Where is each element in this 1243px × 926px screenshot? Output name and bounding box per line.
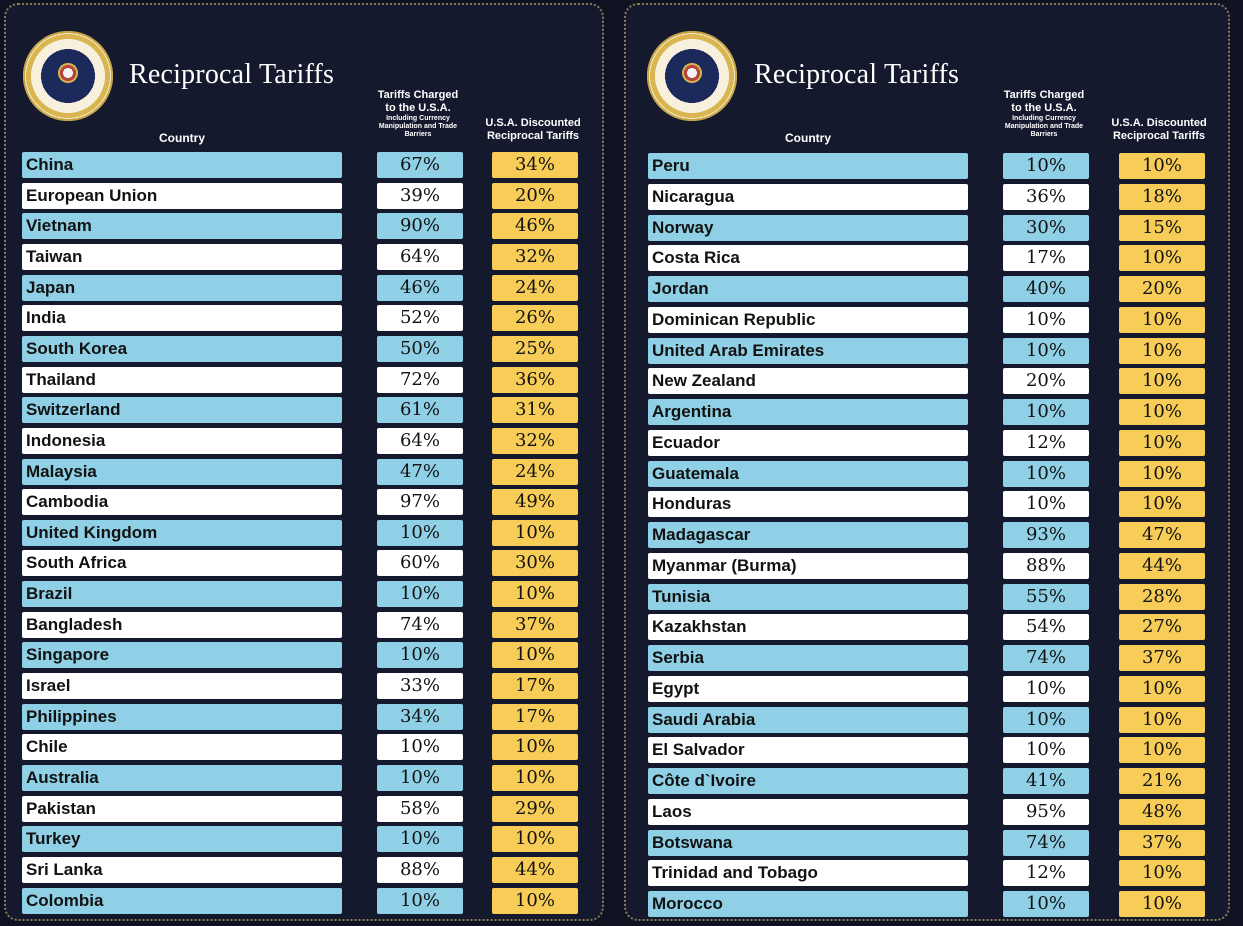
discounted-tariff-cell: 27%: [1119, 614, 1205, 640]
tariff-charged-cell: 95%: [1003, 799, 1089, 825]
table-row: [22, 581, 582, 607]
country-cell: Japan: [22, 275, 342, 301]
discounted-tariff-cell: 10%: [492, 734, 578, 760]
discounted-tariff-cell: 31%: [492, 397, 578, 423]
tariff-charged-cell: 74%: [1003, 830, 1089, 856]
discounted-tariff-cell: 26%: [492, 305, 578, 331]
tariff-charged-cell: 64%: [377, 428, 463, 454]
discounted-tariff-cell: 10%: [492, 581, 578, 607]
table-row: [22, 183, 582, 209]
country-cell: United Arab Emirates: [648, 338, 968, 364]
table-row: [648, 860, 1208, 886]
tariff-charged-cell: 34%: [377, 704, 463, 730]
page-title: Reciprocal Tariffs: [129, 59, 335, 90]
header-charged: [999, 89, 1089, 139]
discounted-tariff-cell: 37%: [1119, 645, 1205, 671]
tariff-charged-cell: 47%: [377, 459, 463, 485]
tariff-charged-cell: 50%: [377, 336, 463, 362]
country-cell: Dominican Republic: [648, 307, 968, 333]
country-cell: China: [22, 152, 342, 178]
country-cell: New Zealand: [648, 368, 968, 394]
tariff-charged-cell: 90%: [377, 213, 463, 239]
tariff-charged-cell: 12%: [1003, 860, 1089, 886]
eagle-icon: [677, 61, 707, 91]
country-cell: Nicaragua: [648, 184, 968, 210]
discounted-tariff-cell: 44%: [492, 857, 578, 883]
tariff-charged-cell: 41%: [1003, 768, 1089, 794]
table-row: [22, 888, 582, 914]
country-cell: Malaysia: [22, 459, 342, 485]
table-row: [648, 707, 1208, 733]
discounted-tariff-cell: 47%: [1119, 522, 1205, 548]
presidential-seal-icon: [23, 31, 113, 121]
tariff-charged-cell: 61%: [377, 397, 463, 423]
country-cell: Sri Lanka: [22, 857, 342, 883]
tariff-charged-cell: 36%: [1003, 184, 1089, 210]
discounted-tariff-cell: 37%: [492, 612, 578, 638]
tariff-charged-cell: 72%: [377, 367, 463, 393]
table-row: [22, 612, 582, 638]
discounted-tariff-cell: 34%: [492, 152, 578, 178]
table-row: [648, 491, 1208, 517]
discounted-tariff-cell: 21%: [1119, 768, 1205, 794]
discounted-tariff-cell: 10%: [1119, 245, 1205, 271]
country-cell: Australia: [22, 765, 342, 791]
tariff-charged-cell: 10%: [1003, 461, 1089, 487]
country-cell: Morocco: [648, 891, 968, 917]
country-cell: Serbia: [648, 645, 968, 671]
tariff-charged-cell: 40%: [1003, 276, 1089, 302]
discounted-tariff-cell: 32%: [492, 244, 578, 270]
discounted-tariff-cell: 36%: [492, 367, 578, 393]
country-cell: El Salvador: [648, 737, 968, 763]
table-row: [22, 244, 582, 270]
tariff-charged-cell: 39%: [377, 183, 463, 209]
tariff-charged-cell: 64%: [377, 244, 463, 270]
discounted-tariff-cell: 25%: [492, 336, 578, 362]
page-title: Reciprocal Tariffs: [754, 59, 960, 90]
table-row: [648, 676, 1208, 702]
presidential-seal-icon: [647, 31, 737, 121]
table-row: [22, 673, 582, 699]
tariff-charged-cell: 20%: [1003, 368, 1089, 394]
table-row: [648, 584, 1208, 610]
table-row: [22, 397, 582, 423]
eagle-icon: [53, 61, 83, 91]
discounted-tariff-cell: 10%: [492, 765, 578, 791]
header-country: Country: [785, 131, 831, 145]
discounted-tariff-cell: 28%: [1119, 584, 1205, 610]
table-row: [648, 645, 1208, 671]
country-cell: Myanmar (Burma): [648, 553, 968, 579]
table-row: [22, 642, 582, 668]
country-cell: Bangladesh: [22, 612, 342, 638]
header-discounted: U.S.A. Discounted Reciprocal Tariffs: [485, 117, 581, 142]
country-cell: Chile: [22, 734, 342, 760]
table-row: [648, 430, 1208, 456]
country-cell: Pakistan: [22, 796, 342, 822]
tariff-charged-cell: 10%: [1003, 399, 1089, 425]
country-cell: Turkey: [22, 826, 342, 852]
table-row: [22, 336, 582, 362]
right-panel: [624, 3, 1230, 921]
country-cell: European Union: [22, 183, 342, 209]
country-cell: Jordan: [648, 276, 968, 302]
discounted-tariff-cell: 49%: [492, 489, 578, 515]
tariff-charged-cell: 52%: [377, 305, 463, 331]
header-discounted: U.S.A. Discounted Reciprocal Tariffs: [1111, 117, 1207, 142]
country-cell: South Korea: [22, 336, 342, 362]
country-cell: Philippines: [22, 704, 342, 730]
table-row: [22, 796, 582, 822]
discounted-tariff-cell: 29%: [492, 796, 578, 822]
table-row: [22, 305, 582, 331]
discounted-tariff-cell: 48%: [1119, 799, 1205, 825]
country-cell: Kazakhstan: [648, 614, 968, 640]
country-cell: United Kingdom: [22, 520, 342, 546]
tariff-charged-cell: 88%: [377, 857, 463, 883]
discounted-tariff-cell: 10%: [1119, 676, 1205, 702]
country-cell: Ecuador: [648, 430, 968, 456]
country-cell: Madagascar: [648, 522, 968, 548]
country-cell: Saudi Arabia: [648, 707, 968, 733]
table-row: [648, 215, 1208, 241]
discounted-tariff-cell: 10%: [1119, 368, 1205, 394]
table-row: [648, 153, 1208, 179]
header-country: Country: [159, 131, 205, 145]
tariff-charged-cell: 46%: [377, 275, 463, 301]
tariff-charged-cell: 58%: [377, 796, 463, 822]
table-row: [22, 826, 582, 852]
discounted-tariff-cell: 24%: [492, 459, 578, 485]
tariff-charged-cell: 10%: [377, 642, 463, 668]
discounted-tariff-cell: 10%: [1119, 461, 1205, 487]
country-cell: Vietnam: [22, 213, 342, 239]
country-cell: Cambodia: [22, 489, 342, 515]
country-cell: Taiwan: [22, 244, 342, 270]
country-cell: Singapore: [22, 642, 342, 668]
tariff-charged-cell: 12%: [1003, 430, 1089, 456]
discounted-tariff-cell: 10%: [1119, 307, 1205, 333]
tariff-charged-cell: 97%: [377, 489, 463, 515]
discounted-tariff-cell: 10%: [1119, 491, 1205, 517]
table-row: [648, 399, 1208, 425]
country-cell: Trinidad and Tobago: [648, 860, 968, 886]
table-row: [648, 737, 1208, 763]
table-row: [648, 245, 1208, 271]
table-row: [22, 275, 582, 301]
table-row: [648, 338, 1208, 364]
header-charged-label: Tariffs Charged to the U.S.A.: [1003, 89, 1085, 114]
discounted-tariff-cell: 37%: [1119, 830, 1205, 856]
discounted-tariff-cell: 10%: [1119, 153, 1205, 179]
discounted-tariff-cell: 15%: [1119, 215, 1205, 241]
tariff-charged-cell: 10%: [377, 520, 463, 546]
table-row: [648, 522, 1208, 548]
tariff-charged-cell: 10%: [1003, 338, 1089, 364]
country-cell: Colombia: [22, 888, 342, 914]
country-cell: Tunisia: [648, 584, 968, 610]
left-panel: [4, 3, 604, 921]
tariff-charged-cell: 10%: [1003, 891, 1089, 917]
table-row: [22, 520, 582, 546]
table-row: [22, 213, 582, 239]
tariff-charged-cell: 74%: [377, 612, 463, 638]
tariff-charged-cell: 10%: [1003, 707, 1089, 733]
discounted-tariff-cell: 20%: [1119, 276, 1205, 302]
table-row: [648, 307, 1208, 333]
header-charged-sub: Including Currency Manipulation and Trade Barriers: [378, 115, 458, 138]
table-row: [22, 459, 582, 485]
country-cell: Botswana: [648, 830, 968, 856]
table-row: [22, 489, 582, 515]
tariff-charged-cell: 30%: [1003, 215, 1089, 241]
discounted-tariff-cell: 10%: [1119, 399, 1205, 425]
discounted-tariff-cell: 10%: [1119, 707, 1205, 733]
discounted-tariff-cell: 10%: [1119, 338, 1205, 364]
country-cell: Switzerland: [22, 397, 342, 423]
discounted-tariff-cell: 24%: [492, 275, 578, 301]
table-row: [648, 799, 1208, 825]
tariff-charged-cell: 60%: [377, 550, 463, 576]
header-charged: [373, 89, 463, 139]
table-row: [648, 614, 1208, 640]
table-row: [22, 367, 582, 393]
country-cell: Israel: [22, 673, 342, 699]
discounted-tariff-cell: 10%: [1119, 860, 1205, 886]
discounted-tariff-cell: 18%: [1119, 184, 1205, 210]
discounted-tariff-cell: 10%: [492, 888, 578, 914]
tariff-charged-cell: 10%: [1003, 307, 1089, 333]
tariff-charged-cell: 93%: [1003, 522, 1089, 548]
country-cell: Peru: [648, 153, 968, 179]
discounted-tariff-cell: 10%: [1119, 430, 1205, 456]
discounted-tariff-cell: 10%: [1119, 737, 1205, 763]
table-row: [648, 368, 1208, 394]
country-cell: Guatemala: [648, 461, 968, 487]
tariff-charged-cell: 67%: [377, 152, 463, 178]
header-charged-label: Tariffs Charged to the U.S.A.: [377, 89, 459, 114]
table-row: [648, 553, 1208, 579]
discounted-tariff-cell: 44%: [1119, 553, 1205, 579]
country-cell: Thailand: [22, 367, 342, 393]
tariff-charged-cell: 10%: [1003, 737, 1089, 763]
tariff-charged-cell: 74%: [1003, 645, 1089, 671]
tariff-charged-cell: 17%: [1003, 245, 1089, 271]
table-row: [648, 891, 1208, 917]
tariff-charged-cell: 54%: [1003, 614, 1089, 640]
table-row: [648, 276, 1208, 302]
discounted-tariff-cell: 32%: [492, 428, 578, 454]
tariff-charged-cell: 10%: [1003, 153, 1089, 179]
discounted-tariff-cell: 10%: [492, 520, 578, 546]
country-cell: India: [22, 305, 342, 331]
tariff-charged-cell: 10%: [377, 734, 463, 760]
tariff-charged-cell: 88%: [1003, 553, 1089, 579]
tariff-charged-cell: 55%: [1003, 584, 1089, 610]
country-cell: Brazil: [22, 581, 342, 607]
discounted-tariff-cell: 10%: [492, 826, 578, 852]
tariff-charged-cell: 10%: [377, 888, 463, 914]
country-cell: South Africa: [22, 550, 342, 576]
tariff-charged-cell: 10%: [377, 826, 463, 852]
table-row: [22, 704, 582, 730]
tariff-charged-cell: 10%: [377, 765, 463, 791]
table-row: [648, 184, 1208, 210]
tariff-charged-cell: 10%: [1003, 491, 1089, 517]
discounted-tariff-cell: 30%: [492, 550, 578, 576]
discounted-tariff-cell: 17%: [492, 673, 578, 699]
header-charged-sub: Including Currency Manipulation and Trade Barriers: [1004, 115, 1084, 138]
country-cell: Norway: [648, 215, 968, 241]
table-row: [648, 830, 1208, 856]
table-row: [22, 765, 582, 791]
table-row: [648, 461, 1208, 487]
table-row: [22, 734, 582, 760]
table-row: [648, 768, 1208, 794]
country-cell: Indonesia: [22, 428, 342, 454]
discounted-tariff-cell: 10%: [1119, 891, 1205, 917]
discounted-tariff-cell: 10%: [492, 642, 578, 668]
country-cell: Côte d`Ivoire: [648, 768, 968, 794]
discounted-tariff-cell: 17%: [492, 704, 578, 730]
table-row: [22, 428, 582, 454]
tariff-charged-cell: 33%: [377, 673, 463, 699]
country-cell: Honduras: [648, 491, 968, 517]
table-row: [22, 550, 582, 576]
country-cell: Egypt: [648, 676, 968, 702]
country-cell: Laos: [648, 799, 968, 825]
table-row: [22, 152, 582, 178]
discounted-tariff-cell: 46%: [492, 213, 578, 239]
discounted-tariff-cell: 20%: [492, 183, 578, 209]
tariff-charged-cell: 10%: [1003, 676, 1089, 702]
country-cell: Costa Rica: [648, 245, 968, 271]
country-cell: Argentina: [648, 399, 968, 425]
table-row: [22, 857, 582, 883]
tariff-charged-cell: 10%: [377, 581, 463, 607]
